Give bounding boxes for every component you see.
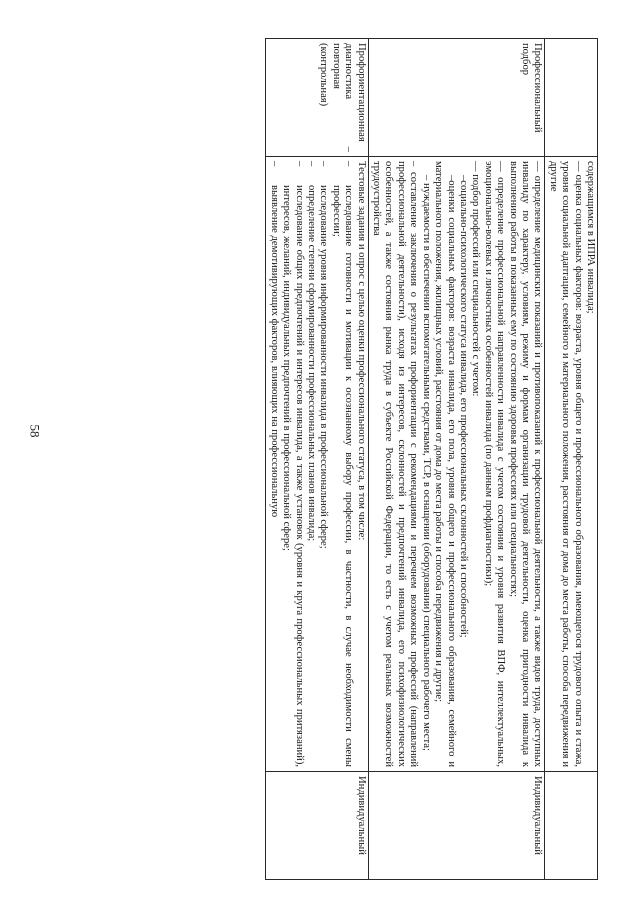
list-item-text: исследование уровня информированности инвалида в профессиональной сфере; (318, 185, 330, 549)
list-dash: – (293, 161, 305, 167)
list-item-text: исследование общих предпочтений и интересов инвалида, а также установок (уровня и круга профессиональных притязаний), интересов, желаний, индивидуальных предпочтений в профессиональной сфере; (281, 185, 305, 767)
service-format-cell (545, 772, 598, 880)
rotated-table-container (78, 38, 598, 880)
list-dash: – (306, 161, 318, 167)
list-item-text: выявление демотивирующих факторов, влияющих на профессиональную (268, 185, 280, 518)
description-line: — подбор профессий или специальностей с учетом: (470, 161, 482, 397)
list-item (329, 161, 354, 767)
description-line: –социально-психологического статуса инвалида, его профессиональных склонностей и способностей; (457, 175, 469, 638)
list-dash: – (343, 161, 355, 167)
service-description-cell (368, 157, 545, 772)
rehabilitation-table (265, 38, 598, 880)
table-row (368, 39, 545, 880)
description-line: –оценки социальных факторов: возраста инвалида, его пола, уровня общего и профессионального образования, семейного и материального положения, жилищных условий, расстояния от дома до места работы и способа передвижения и другие; (433, 161, 457, 767)
service-name-cell: Профориентационная диагностика – повторная (контрольная) (266, 39, 368, 157)
list-dash: – (268, 161, 280, 167)
page-number: 58 (27, 424, 43, 438)
list-item (317, 161, 329, 767)
service-description-cell (545, 157, 598, 772)
table-row (266, 39, 368, 880)
list-item-text: определение степени сформированности профессиональных планов инвалида; (306, 185, 318, 542)
list-item (305, 161, 317, 767)
list-dash: – (318, 161, 330, 167)
list-item (267, 161, 279, 767)
description-line: – составление заключения о результатах профориентации с рекомендациями и перечнем возможных профессий (направлений профессиональной деятельности), исходя из интересов, склонностей и предпочтений инвалида, его психофизиологических особенностей, а также состояния рынка труда в субъекте Российской Федерации, то есть с учетом реальных возможностей трудоустройства (371, 161, 420, 767)
description-line: Тестовые задания и опрос с целью оценки профессионального статуса, в том числе: (355, 161, 367, 541)
description-line: – нуждаемости в обеспечении вспомогательными средствами, ТСР, в оснащении (оборудовании) специального рабочего места; (420, 175, 432, 751)
service-name-cell (545, 39, 598, 157)
service-name-cell: Профессиональный подбор (368, 39, 545, 157)
description-line: — определение медицинских показаний и противопоказаний к профессиональной деятельности, а также видов труда, доступных инвалиду по характеру, условиям, режиму и формам организации трудовой деятельности, оценка пригодности инвалида к выполнению работы в показанных ему по состоянию здоровья профессиях или специальностях; (507, 161, 544, 767)
service-format-cell: Индивидуальный (368, 772, 545, 880)
list-item (280, 161, 305, 767)
description-line: содержащимся в ИПРА инвалида; (585, 161, 596, 314)
description-line: — оценка социальных факторов: возраста, уровня общего и профессионального образования, имеющегося трудового опыта и стажа, уровня социальной адаптации, семейного и материального положения, расстояния от дома до места работы, способа передвижения и другие (547, 161, 584, 767)
table-row (545, 39, 598, 880)
service-format-cell: Индивидуальный (266, 772, 368, 880)
service-description-cell (266, 157, 368, 772)
list-item-text: исследование готовности и мотивации к осознанному выбору профессии, в частности, в случае необходимости смены профессии; (330, 185, 355, 767)
description-line: — определение профессиональной направленности инвалида с учетом состояния и уровня развития ВПФ, интеллектуальных, эмоционально-волевых и личностных особенностей инвалида (по данным профдиагностики); (482, 161, 507, 767)
